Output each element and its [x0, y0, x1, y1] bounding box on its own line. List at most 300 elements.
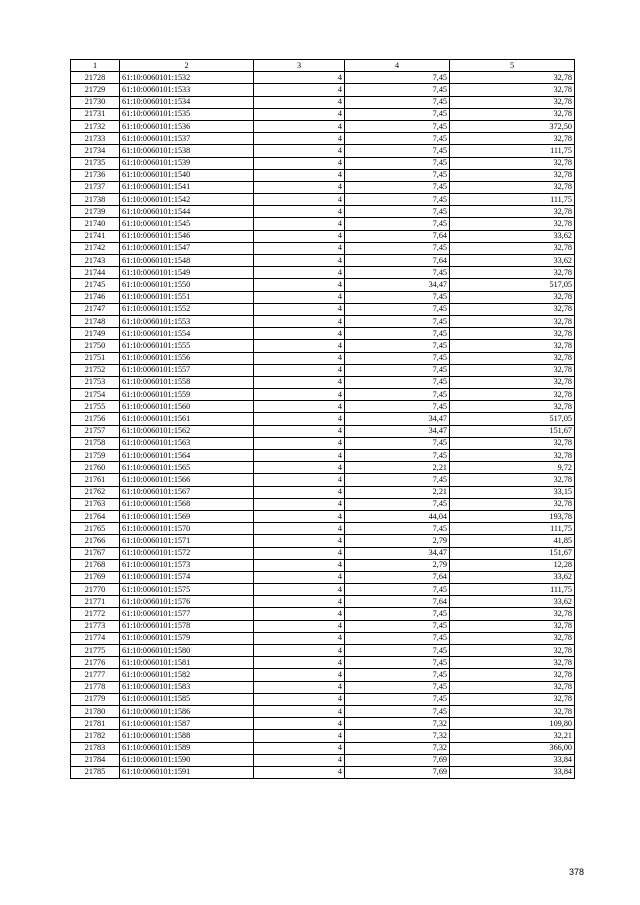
- row-number: 21769: [71, 571, 120, 583]
- value-col-3: 4: [254, 72, 345, 84]
- cadastral-number: 61:10:0060101:1579: [120, 632, 254, 644]
- value-col-5: 32,78: [450, 474, 575, 486]
- row-number: 21747: [71, 303, 120, 315]
- table-row: [71, 559, 575, 571]
- cadastral-number: 61:10:0060101:1551: [120, 291, 254, 303]
- value-col-3: 4: [254, 389, 345, 401]
- page-number: 378: [568, 867, 584, 877]
- value-col-3: 4: [254, 693, 345, 705]
- table-row: [71, 754, 575, 766]
- table-row: [71, 462, 575, 474]
- value-col-5: 32,78: [450, 450, 575, 462]
- cadastral-number: 61:10:0060101:1588: [120, 730, 254, 742]
- row-number: 21781: [71, 718, 120, 730]
- value-col-4: 7,45: [345, 389, 450, 401]
- row-number: 21743: [71, 255, 120, 267]
- value-col-3: 4: [254, 681, 345, 693]
- value-col-3: 4: [254, 669, 345, 681]
- value-col-4: 2,79: [345, 559, 450, 571]
- value-col-3: 4: [254, 498, 345, 510]
- value-col-4: 7,69: [345, 754, 450, 766]
- row-number: 21758: [71, 437, 120, 449]
- value-col-3: 4: [254, 450, 345, 462]
- table-row: [71, 72, 575, 84]
- value-col-4: 7,45: [345, 72, 450, 84]
- table-row: [71, 401, 575, 413]
- value-col-3: 4: [254, 486, 345, 498]
- row-number: 21733: [71, 133, 120, 145]
- value-col-5: 32,78: [450, 181, 575, 193]
- table-row: [71, 206, 575, 218]
- table-row: [71, 120, 575, 132]
- value-col-5: 32,78: [450, 328, 575, 340]
- value-col-5: 33,84: [450, 754, 575, 766]
- value-col-3: 4: [254, 474, 345, 486]
- value-col-4: 7,32: [345, 742, 450, 754]
- row-number: 21765: [71, 523, 120, 535]
- value-col-5: 33,62: [450, 571, 575, 583]
- table-row: [71, 523, 575, 535]
- value-col-4: 7,45: [345, 206, 450, 218]
- cadastral-number: 61:10:0060101:1552: [120, 303, 254, 315]
- value-col-4: 7,45: [345, 181, 450, 193]
- value-col-4: 7,45: [345, 705, 450, 717]
- value-col-4: 7,64: [345, 230, 450, 242]
- header-row: [71, 60, 575, 72]
- value-col-4: 2,79: [345, 535, 450, 547]
- value-col-5: 32,78: [450, 303, 575, 315]
- row-number: 21764: [71, 510, 120, 522]
- row-number: 21771: [71, 596, 120, 608]
- cadastral-number: 61:10:0060101:1581: [120, 657, 254, 669]
- cadastral-number: 61:10:0060101:1568: [120, 498, 254, 510]
- value-col-5: 517,05: [450, 413, 575, 425]
- value-col-5: 33,62: [450, 255, 575, 267]
- row-number: 21782: [71, 730, 120, 742]
- value-col-5: 366,00: [450, 742, 575, 754]
- value-col-5: 517,05: [450, 279, 575, 291]
- cadastral-number: 61:10:0060101:1556: [120, 352, 254, 364]
- value-col-4: 7,45: [345, 218, 450, 230]
- value-col-3: 4: [254, 462, 345, 474]
- value-col-4: 7,64: [345, 596, 450, 608]
- value-col-3: 4: [254, 84, 345, 96]
- table-row: [71, 535, 575, 547]
- row-number: 21776: [71, 657, 120, 669]
- cadastral-number: 61:10:0060101:1561: [120, 413, 254, 425]
- value-col-4: 7,45: [345, 120, 450, 132]
- value-col-3: 4: [254, 559, 345, 571]
- data-table: [70, 59, 575, 779]
- row-number: 21785: [71, 766, 120, 778]
- value-col-5: 41,85: [450, 535, 575, 547]
- value-col-5: 109,80: [450, 718, 575, 730]
- value-col-4: 7,45: [345, 157, 450, 169]
- value-col-4: 7,45: [345, 340, 450, 352]
- value-col-3: 4: [254, 535, 345, 547]
- cadastral-number: 61:10:0060101:1555: [120, 340, 254, 352]
- value-col-5: 32,78: [450, 291, 575, 303]
- table-row: [71, 181, 575, 193]
- value-col-5: 32,78: [450, 657, 575, 669]
- table-row: [71, 328, 575, 340]
- value-col-3: 4: [254, 267, 345, 279]
- row-number: 21773: [71, 620, 120, 632]
- value-col-3: 4: [254, 620, 345, 632]
- value-col-5: 32,78: [450, 96, 575, 108]
- value-col-4: 7,45: [345, 169, 450, 181]
- value-col-3: 4: [254, 181, 345, 193]
- value-col-5: 32,78: [450, 632, 575, 644]
- table-row: [71, 486, 575, 498]
- value-col-5: 111,75: [450, 145, 575, 157]
- cadastral-number: 61:10:0060101:1562: [120, 425, 254, 437]
- value-col-5: 32,78: [450, 133, 575, 145]
- table-row: [71, 157, 575, 169]
- value-col-4: 7,45: [345, 352, 450, 364]
- row-number: 21744: [71, 267, 120, 279]
- row-number: 21757: [71, 425, 120, 437]
- cadastral-number: 61:10:0060101:1559: [120, 389, 254, 401]
- cadastral-number: 61:10:0060101:1547: [120, 242, 254, 254]
- value-col-4: 7,32: [345, 718, 450, 730]
- table-row: [71, 596, 575, 608]
- row-number: 21740: [71, 218, 120, 230]
- value-col-5: 32,78: [450, 693, 575, 705]
- value-col-4: 7,45: [345, 632, 450, 644]
- row-number: 21767: [71, 547, 120, 559]
- value-col-4: 7,45: [345, 669, 450, 681]
- value-col-3: 4: [254, 742, 345, 754]
- value-col-4: 7,69: [345, 766, 450, 778]
- value-col-4: 7,64: [345, 255, 450, 267]
- table-row: [71, 547, 575, 559]
- value-col-3: 4: [254, 328, 345, 340]
- value-col-5: 32,78: [450, 84, 575, 96]
- row-number: 21766: [71, 535, 120, 547]
- row-number: 21752: [71, 364, 120, 376]
- cadastral-number: 61:10:0060101:1553: [120, 315, 254, 327]
- value-col-5: 9,72: [450, 462, 575, 474]
- value-col-5: 32,78: [450, 401, 575, 413]
- table-row: [71, 571, 575, 583]
- row-number: 21754: [71, 389, 120, 401]
- cadastral-number: 61:10:0060101:1536: [120, 120, 254, 132]
- cadastral-number: 61:10:0060101:1564: [120, 450, 254, 462]
- table-row: [71, 681, 575, 693]
- value-col-3: 4: [254, 437, 345, 449]
- row-number: 21746: [71, 291, 120, 303]
- cadastral-number: 61:10:0060101:1578: [120, 620, 254, 632]
- value-col-4: 34,47: [345, 425, 450, 437]
- value-col-4: 7,45: [345, 584, 450, 596]
- row-number: 21755: [71, 401, 120, 413]
- table-row: [71, 96, 575, 108]
- value-col-3: 4: [254, 255, 345, 267]
- value-col-4: 44,04: [345, 510, 450, 522]
- row-number: 21739: [71, 206, 120, 218]
- cadastral-number: 61:10:0060101:1554: [120, 328, 254, 340]
- row-number: 21737: [71, 181, 120, 193]
- cadastral-number: 61:10:0060101:1542: [120, 194, 254, 206]
- value-col-4: 7,45: [345, 84, 450, 96]
- value-col-4: 7,45: [345, 364, 450, 376]
- value-col-5: 32,78: [450, 681, 575, 693]
- value-col-5: 151,67: [450, 547, 575, 559]
- value-col-4: 7,64: [345, 571, 450, 583]
- table-row: [71, 510, 575, 522]
- value-col-4: 7,45: [345, 474, 450, 486]
- value-col-3: 4: [254, 754, 345, 766]
- value-col-5: 32,78: [450, 218, 575, 230]
- cadastral-number: 61:10:0060101:1565: [120, 462, 254, 474]
- cadastral-number: 61:10:0060101:1534: [120, 96, 254, 108]
- table-row: [71, 303, 575, 315]
- cadastral-number: 61:10:0060101:1535: [120, 108, 254, 120]
- row-number: 21735: [71, 157, 120, 169]
- value-col-3: 4: [254, 376, 345, 388]
- value-col-5: 33,62: [450, 230, 575, 242]
- value-col-4: 7,45: [345, 645, 450, 657]
- value-col-4: 7,45: [345, 498, 450, 510]
- value-col-3: 4: [254, 584, 345, 596]
- row-number: 21730: [71, 96, 120, 108]
- table-row: [71, 84, 575, 96]
- value-col-5: 111,75: [450, 194, 575, 206]
- value-col-5: 32,78: [450, 72, 575, 84]
- value-col-4: 7,45: [345, 523, 450, 535]
- table-row: [71, 584, 575, 596]
- cadastral-number: 61:10:0060101:1539: [120, 157, 254, 169]
- table-row: [71, 705, 575, 717]
- value-col-4: 7,45: [345, 145, 450, 157]
- value-col-3: 4: [254, 96, 345, 108]
- value-col-4: 7,45: [345, 608, 450, 620]
- value-col-5: 32,78: [450, 364, 575, 376]
- table-row: [71, 620, 575, 632]
- row-number: 21763: [71, 498, 120, 510]
- cadastral-number: 61:10:0060101:1575: [120, 584, 254, 596]
- row-number: 21742: [71, 242, 120, 254]
- table-row: [71, 645, 575, 657]
- table-row: [71, 730, 575, 742]
- value-col-5: 32,78: [450, 608, 575, 620]
- table-row: [71, 242, 575, 254]
- cadastral-number: 61:10:0060101:1587: [120, 718, 254, 730]
- value-col-5: 32,78: [450, 169, 575, 181]
- row-number: 21731: [71, 108, 120, 120]
- value-col-5: 32,78: [450, 669, 575, 681]
- cadastral-number: 61:10:0060101:1576: [120, 596, 254, 608]
- row-number: 21774: [71, 632, 120, 644]
- value-col-5: 32,78: [450, 376, 575, 388]
- row-number: 21734: [71, 145, 120, 157]
- value-col-3: 4: [254, 279, 345, 291]
- value-col-3: 4: [254, 303, 345, 315]
- value-col-3: 4: [254, 523, 345, 535]
- table-row: [71, 474, 575, 486]
- table-row: [71, 108, 575, 120]
- table-row: [71, 315, 575, 327]
- value-col-5: 12,28: [450, 559, 575, 571]
- cadastral-number: 61:10:0060101:1582: [120, 669, 254, 681]
- table-row: [71, 718, 575, 730]
- value-col-4: 7,45: [345, 194, 450, 206]
- value-col-4: 7,32: [345, 730, 450, 742]
- table-row: [71, 608, 575, 620]
- value-col-4: 34,47: [345, 547, 450, 559]
- cadastral-number: 61:10:0060101:1546: [120, 230, 254, 242]
- row-number: 21775: [71, 645, 120, 657]
- table-row: [71, 340, 575, 352]
- table-body: [71, 72, 575, 779]
- value-col-4: 7,45: [345, 620, 450, 632]
- row-number: 21772: [71, 608, 120, 620]
- table-row: [71, 364, 575, 376]
- value-col-4: 7,45: [345, 133, 450, 145]
- value-col-3: 4: [254, 364, 345, 376]
- value-col-3: 4: [254, 340, 345, 352]
- value-col-4: 7,45: [345, 96, 450, 108]
- value-col-5: 33,84: [450, 766, 575, 778]
- cadastral-number: 61:10:0060101:1574: [120, 571, 254, 583]
- value-col-5: 32,78: [450, 645, 575, 657]
- value-col-3: 4: [254, 657, 345, 669]
- cadastral-number: 61:10:0060101:1563: [120, 437, 254, 449]
- table-row: [71, 133, 575, 145]
- value-col-4: 7,45: [345, 437, 450, 449]
- value-col-4: 7,45: [345, 693, 450, 705]
- value-col-3: 4: [254, 145, 345, 157]
- value-col-5: 372,50: [450, 120, 575, 132]
- table-row: [71, 352, 575, 364]
- row-number: 21749: [71, 328, 120, 340]
- row-number: 21777: [71, 669, 120, 681]
- table-row: [71, 657, 575, 669]
- value-col-3: 4: [254, 645, 345, 657]
- table-row: [71, 255, 575, 267]
- value-col-3: 4: [254, 206, 345, 218]
- cadastral-number: 61:10:0060101:1548: [120, 255, 254, 267]
- cadastral-number: 61:10:0060101:1586: [120, 705, 254, 717]
- cadastral-number: 61:10:0060101:1570: [120, 523, 254, 535]
- value-col-3: 4: [254, 718, 345, 730]
- cadastral-number: 61:10:0060101:1532: [120, 72, 254, 84]
- cadastral-number: 61:10:0060101:1583: [120, 681, 254, 693]
- value-col-5: 32,78: [450, 352, 575, 364]
- cadastral-number: 61:10:0060101:1533: [120, 84, 254, 96]
- value-col-4: 7,45: [345, 328, 450, 340]
- value-col-5: 32,78: [450, 108, 575, 120]
- value-col-3: 4: [254, 425, 345, 437]
- row-number: 21778: [71, 681, 120, 693]
- cadastral-number: 61:10:0060101:1549: [120, 267, 254, 279]
- row-number: 21780: [71, 705, 120, 717]
- cadastral-number: 61:10:0060101:1571: [120, 535, 254, 547]
- value-col-5: 32,78: [450, 437, 575, 449]
- value-col-5: 33,62: [450, 596, 575, 608]
- row-number: 21783: [71, 742, 120, 754]
- cadastral-number: 61:10:0060101:1560: [120, 401, 254, 413]
- value-col-5: 32,21: [450, 730, 575, 742]
- table-row: [71, 766, 575, 778]
- value-col-3: 4: [254, 547, 345, 559]
- row-number: 21768: [71, 559, 120, 571]
- table-row: [71, 389, 575, 401]
- cadastral-number: 61:10:0060101:1538: [120, 145, 254, 157]
- value-col-5: 193,78: [450, 510, 575, 522]
- value-col-5: 32,78: [450, 389, 575, 401]
- cadastral-number: 61:10:0060101:1540: [120, 169, 254, 181]
- cadastral-number: 61:10:0060101:1567: [120, 486, 254, 498]
- table-row: [71, 194, 575, 206]
- row-number: 21741: [71, 230, 120, 242]
- cadastral-number: 61:10:0060101:1544: [120, 206, 254, 218]
- value-col-4: 7,45: [345, 242, 450, 254]
- value-col-4: 7,45: [345, 450, 450, 462]
- value-col-3: 4: [254, 120, 345, 132]
- table-row: [71, 376, 575, 388]
- value-col-5: 32,78: [450, 340, 575, 352]
- row-number: 21779: [71, 693, 120, 705]
- row-number: 21745: [71, 279, 120, 291]
- table-row: [71, 425, 575, 437]
- row-number: 21732: [71, 120, 120, 132]
- table-row: [71, 413, 575, 425]
- cadastral-number: 61:10:0060101:1572: [120, 547, 254, 559]
- value-col-4: 7,45: [345, 108, 450, 120]
- table-row: [71, 437, 575, 449]
- cadastral-number: 61:10:0060101:1537: [120, 133, 254, 145]
- value-col-3: 4: [254, 596, 345, 608]
- row-number: 21750: [71, 340, 120, 352]
- table-row: [71, 742, 575, 754]
- table-row: [71, 169, 575, 181]
- cadastral-number: 61:10:0060101:1580: [120, 645, 254, 657]
- value-col-5: 32,78: [450, 242, 575, 254]
- header-cell-1: 1: [71, 60, 120, 72]
- value-col-3: 4: [254, 315, 345, 327]
- cadastral-number: 61:10:0060101:1558: [120, 376, 254, 388]
- table-row: [71, 669, 575, 681]
- table-row: [71, 145, 575, 157]
- cadastral-number: 61:10:0060101:1569: [120, 510, 254, 522]
- row-number: 21762: [71, 486, 120, 498]
- table-row: [71, 632, 575, 644]
- table-row: [71, 693, 575, 705]
- table-row: [71, 230, 575, 242]
- table-row: [71, 498, 575, 510]
- value-col-4: 2,21: [345, 486, 450, 498]
- row-number: 21753: [71, 376, 120, 388]
- value-col-5: 32,78: [450, 315, 575, 327]
- value-col-4: 2,21: [345, 462, 450, 474]
- row-number: 21729: [71, 84, 120, 96]
- value-col-3: 4: [254, 413, 345, 425]
- header-cell-4: 4: [345, 60, 450, 72]
- cadastral-number: 61:10:0060101:1589: [120, 742, 254, 754]
- value-col-4: 34,47: [345, 279, 450, 291]
- cadastral-number: 61:10:0060101:1591: [120, 766, 254, 778]
- row-number: 21770: [71, 584, 120, 596]
- value-col-5: 32,78: [450, 705, 575, 717]
- value-col-5: 32,78: [450, 206, 575, 218]
- value-col-3: 4: [254, 632, 345, 644]
- value-col-5: 33,15: [450, 486, 575, 498]
- row-number: 21748: [71, 315, 120, 327]
- value-col-3: 4: [254, 194, 345, 206]
- cadastral-number: 61:10:0060101:1566: [120, 474, 254, 486]
